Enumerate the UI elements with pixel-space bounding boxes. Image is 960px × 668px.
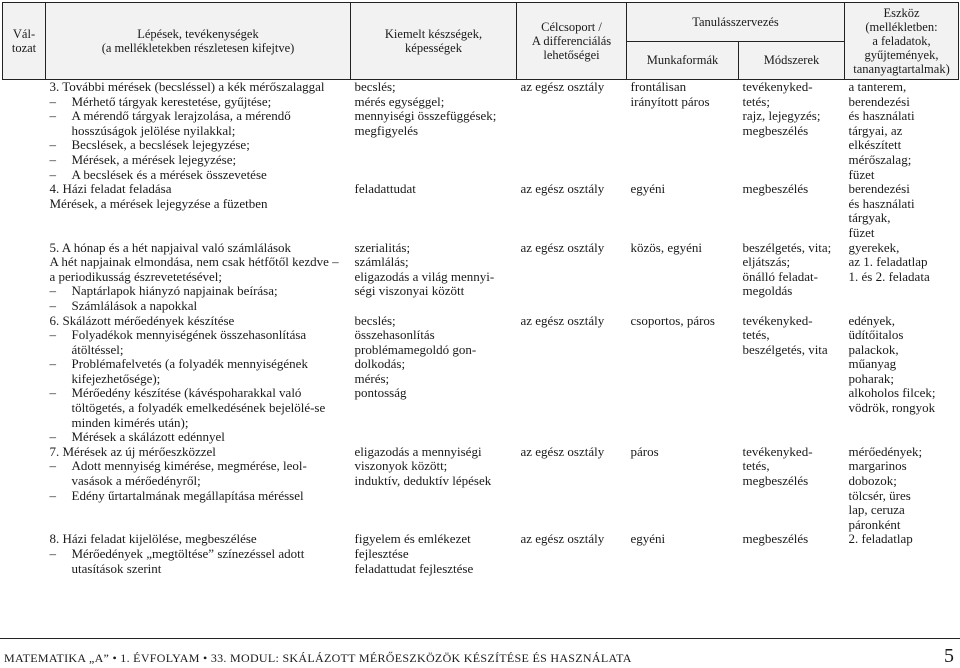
step-heading [50, 80, 347, 95]
tools-cell: 2. feladatlap [848, 531, 913, 547]
step-bullet-item: – Problémafelvetés (a folyadék mennyiségének kifejezhetősége); [50, 357, 347, 386]
lesson-step-row [3, 314, 959, 445]
step-title: Házi feladat kijelölése, megbeszélése [62, 531, 257, 547]
lesson-step-row [3, 532, 959, 576]
skills-cell: szerialitás; számlálás; eligazodás a világ mennyi- ségi viszonyai között [354, 239, 495, 299]
header-work-forms: Munkaformák [627, 41, 739, 80]
method-cell: tevékenyked- tetés, beszélgetés, vita [742, 312, 828, 357]
step-number: 5. [49, 239, 60, 255]
step-heading [50, 532, 347, 547]
header-tools: Eszköz (mellékletben: a feladatok, gyűjtemények, tananyagtartalmak) [845, 3, 959, 80]
step-number: 8. [49, 531, 60, 547]
step-bullet-item: – Mérések a skálázott edénnyel [50, 430, 347, 445]
tools-cell: a tanterem, berendezési és használati tárgyai, az elkészített mérőszalag; füzet [848, 79, 915, 182]
step-heading [50, 314, 347, 329]
header-skills: Kiemelt készségek, képességek [351, 3, 517, 80]
step-heading [50, 182, 347, 197]
target-group-cell: az egész osztály [520, 239, 605, 255]
step-bullet-item: – Folyadékok mennyiségének összehasonlítása átöltéssel; [50, 328, 347, 357]
steps-cell [46, 182, 351, 240]
page-footer [0, 638, 960, 668]
steps-cell [46, 241, 351, 314]
header-target: Célcsoport / A differenciálás lehetőségei [517, 3, 627, 80]
step-title: A hónap és a hét napjaival való számlálások [61, 239, 292, 255]
step-detail: Mérések, a mérések lejegyzése a füzetben [49, 195, 268, 211]
work-form-cell: csoportos, páros [630, 312, 715, 328]
step-number: 3. [49, 79, 60, 94]
step-bullet-item: – A becslések és a mérések összevetése [50, 168, 347, 183]
step-number: 4. [49, 181, 60, 197]
work-form-cell: egyéni [630, 181, 666, 197]
header-methods: Módszerek [739, 41, 845, 80]
lesson-plan-table [2, 2, 959, 576]
footer-course-title: MATEMATIKA „A” • 1. ÉVFOLYAM • 33. MODUL: SKÁLÁZOTT MÉRŐESZKÖZÖK KÉSZÍTÉSE ÉS HASZNÁLATA [4, 651, 632, 665]
step-title: Házi feladat feladása [62, 181, 172, 197]
step-bullet-item: – Mérőedény készítése (kávéspoharakkal való töltögetés, a folyadék emelkedésének bejelölé-se minden kimérés után); [50, 386, 347, 430]
work-form-cell: közös, egyéni [630, 239, 702, 255]
step-bullet-item: – A mérendő tárgyak lerajzolása, a mérendő hosszúságok jelölése nyilakkal; [50, 109, 347, 138]
step-title: További mérések (becsléssel) a kék mérőszalaggal [62, 79, 325, 94]
tools-cell: gyerekek, az 1. feladatlap 1. és 2. feladata [848, 239, 930, 284]
target-group-cell: az egész osztály [520, 79, 605, 94]
variant-cell [3, 182, 46, 240]
step-bullet-item: – Mérhető tárgyak kerestetése, gyűjtése; [50, 95, 347, 110]
target-group-cell: az egész osztály [520, 312, 605, 328]
lesson-step-row [3, 80, 959, 183]
skills-cell: feladattudat [354, 181, 416, 197]
steps-cell [46, 80, 351, 183]
work-form-cell: páros [630, 443, 659, 459]
tools-cell: berendezési és használati tárgyak, füzet [848, 181, 915, 240]
target-group-cell: az egész osztály [520, 531, 605, 547]
step-number: 7. [49, 443, 60, 459]
lesson-step-row [3, 445, 959, 533]
step-bullet-item: – Számlálások a napokkal [50, 299, 347, 314]
skills-cell: becslés; mérés egységgel; mennyiségi összefüggések; megfigyelés [354, 79, 497, 138]
step-bullet-item: – Adott mennyiség kimérése, megmérése, leol-vasások a mérőedényről; [50, 459, 347, 488]
step-title: Mérések az új mérőeszközzel [62, 443, 216, 459]
step-bullet-item: – Mérések, a mérések lejegyzése; [50, 153, 347, 168]
variant-cell [3, 445, 46, 533]
step-detail: A hét napjainak elmondása, nem csak hétfőtől kezdve – a periodikusság észrevetetésével; [49, 254, 339, 284]
step-bullet-item: – Becslések, a becslések lejegyzése; [50, 138, 347, 153]
variant-cell [3, 80, 46, 183]
method-cell: tevékenyked- tetés; rajz, lejegyzés; megbeszélés [742, 79, 821, 138]
lesson-step-row [3, 182, 959, 240]
variant-cell [3, 532, 46, 576]
step-number: 6. [49, 312, 60, 328]
steps-cell [46, 314, 351, 445]
steps-cell [46, 445, 351, 533]
step-bullet-item: – Naptárlapok hiányzó napjainak beírása; [50, 284, 347, 299]
step-bullet-item: – Edény űrtartalmának megállapítása méréssel [50, 489, 347, 504]
method-cell: megbeszélés [742, 531, 809, 547]
header-variant: Vál- tozat [3, 3, 46, 80]
lesson-step-row [3, 241, 959, 314]
header-organization: Tanulásszervezés [627, 3, 845, 42]
method-cell: megbeszélés [742, 181, 809, 197]
tools-cell: mérőedények; margarinos dobozok; tölcsér, üres lap, ceruza páronként [848, 443, 923, 532]
step-heading [50, 445, 347, 460]
work-form-cell: egyéni [630, 531, 666, 547]
work-form-cell: frontálisan irányított páros [630, 79, 710, 109]
skills-cell: eligazodás a mennyiségi viszonyok között; induktív, deduktív lépések [354, 443, 492, 489]
tools-cell: edények, üdítőitalos palackok, műanyag poharak; alkoholos filcek; vödrök, rongyok [848, 312, 936, 416]
variant-cell [3, 314, 46, 445]
page-number: 5 [944, 645, 954, 667]
steps-cell [46, 532, 351, 576]
target-group-cell: az egész osztály [520, 443, 605, 459]
header-steps: Lépések, tevékenységek (a mellékletekben részletesen kifejtve) [46, 3, 351, 80]
method-cell: tevékenyked- tetés, megbeszélés [742, 443, 813, 489]
step-heading [50, 241, 347, 256]
step-bullet-item: – Mérőedények „megtöltése” színezéssel adott utasítások szerint [50, 547, 347, 576]
target-group-cell: az egész osztály [520, 181, 605, 197]
variant-cell [3, 241, 46, 314]
step-title: Skálázott mérőedények készítése [62, 312, 235, 328]
method-cell: beszélgetés, vita; eljátszás; önálló feladat- megoldás [742, 239, 832, 299]
skills-cell: figyelem és emlékezet fejlesztése feladattudat fejlesztése [354, 531, 474, 576]
skills-cell: becslés; összehasonlítás problémamegoldó gon- dolkodás; mérés; pontosság [354, 312, 477, 401]
